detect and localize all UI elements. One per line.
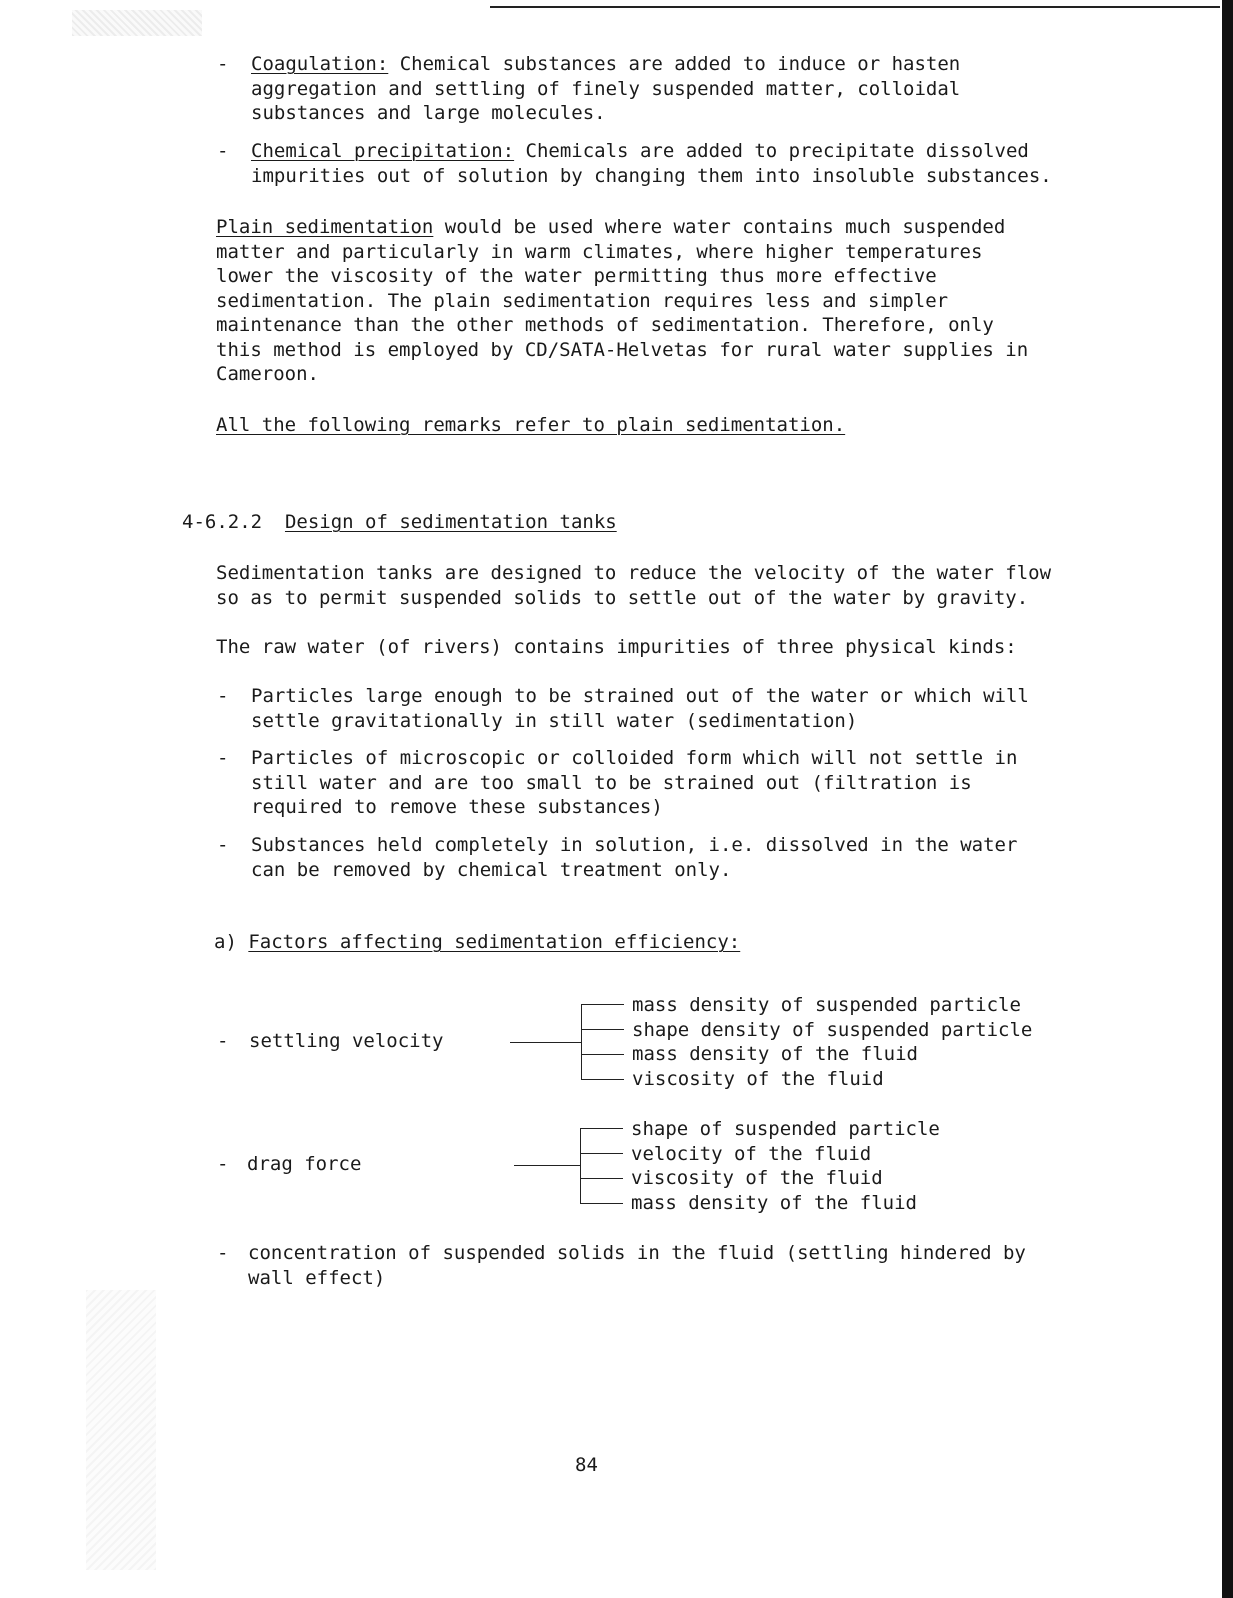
text-line: maintenance than the other methods of sedimentation. Therefore, only <box>216 314 994 336</box>
scan-speckle <box>72 10 202 36</box>
text-line: still water and are too small to be strained out (filtration is <box>251 771 972 794</box>
bullet-dash: - <box>217 1153 229 1175</box>
text-line: impurities out of solution by changing them into insoluble substances. <box>251 164 1052 187</box>
coagulation-item <box>251 52 960 126</box>
factor-item: shape of suspended particle <box>631 1118 940 1140</box>
text-line: aggregation and settling of finely suspended matter, colloidal <box>251 77 961 100</box>
factors-prefix: a) <box>214 931 237 953</box>
text-line: Chemical substances are added to induce or hasten <box>388 53 961 75</box>
top-rule <box>490 6 1220 8</box>
factor-item: mass density of suspended particle <box>632 994 1021 1016</box>
tree-branch <box>580 1178 623 1179</box>
tree-trunk <box>581 1004 582 1080</box>
text-line: this method is employed by CD/SATA-Helvetas for rural water supplies in <box>216 338 1029 361</box>
kind-item <box>251 746 1017 820</box>
remark-line: All the following remarks refer to plain sedimentation. <box>216 414 846 436</box>
text-line: settle gravitationally in still water (sedimentation) <box>251 709 858 732</box>
tree-branch <box>580 1203 623 1204</box>
tree-branch <box>581 1079 624 1080</box>
bullet-dash: - <box>217 53 229 75</box>
kind-item <box>251 684 1029 733</box>
text-line: so as to permit suspended solids to settle out of the water by gravity. <box>216 586 1029 609</box>
text-line: would be used where water contains much suspended <box>433 216 1006 238</box>
text-line: sedimentation. The plain sedimentation requires less and simpler <box>216 289 949 312</box>
factor-label-settling-velocity: settling velocity <box>249 1030 444 1052</box>
bullet-dash: - <box>217 685 229 707</box>
precipitation-item <box>251 139 1052 188</box>
text-line: wall effect) <box>248 1266 386 1289</box>
text-line: Cameroon. <box>216 363 319 385</box>
tree-branch <box>581 1029 624 1030</box>
bullet-dash: - <box>217 1030 229 1052</box>
text-line: lower the viscosity of the water permitting thus more effective <box>216 265 937 287</box>
plain-sedimentation-paragraph <box>216 215 1028 387</box>
text-line: Chemicals are added to precipitate dissolved <box>514 140 1029 162</box>
factor-item: mass density of the fluid <box>632 1043 918 1065</box>
factors-heading <box>214 930 740 955</box>
section-heading <box>182 510 617 535</box>
term-chemical-precipitation: Chemical precipitation: <box>251 140 515 162</box>
bullet-dash: - <box>217 747 229 769</box>
tree-trunk <box>580 1128 581 1204</box>
factor-label-drag-force: drag force <box>247 1153 362 1175</box>
text-line: Sedimentation tanks are designed to reduce the velocity of the water flow <box>216 562 1052 584</box>
text-line: required to remove these substances) <box>251 796 663 818</box>
concentration-item <box>248 1241 1026 1290</box>
text-line: Particles of microscopic or colloided form which will not settle in <box>251 747 1018 769</box>
factor-item: shape density of suspended particle <box>632 1018 1033 1041</box>
section-number: 4-6.2.2 <box>182 511 263 533</box>
text-line: can be removed by chemical treatment only. <box>251 858 732 881</box>
section-title: Design of sedimentation tanks <box>284 511 617 533</box>
text-line: concentration of suspended solids in the fluid (settling hindered by <box>248 1242 1026 1264</box>
tree-branch <box>580 1128 623 1129</box>
intro-paragraph <box>216 561 1051 610</box>
tree-branch <box>580 1153 623 1154</box>
factor-items-drag-force <box>631 1117 940 1215</box>
page-edge <box>1222 0 1233 1598</box>
text-line: Particles large enough to be strained out of the water or which will <box>251 685 1029 707</box>
factor-item: mass density of the fluid <box>631 1191 917 1214</box>
text-line: matter and particularly in warm climates, where higher temperatures <box>216 240 983 263</box>
kind-item <box>251 833 1017 882</box>
text-line: Substances held completely in solution, i.e. dissolved in the water <box>251 834 1018 856</box>
page-number: 84 <box>575 1454 598 1476</box>
raw-water-sentence: The raw water (of rivers) contains impurities of three physical kinds: <box>216 636 1017 658</box>
tree-branch <box>581 1054 624 1055</box>
factor-items-settling-velocity <box>632 993 1032 1091</box>
tree-connector <box>514 1165 581 1166</box>
factors-title: Factors affecting sedimentation efficiency: <box>248 931 741 953</box>
tree-connector <box>510 1042 582 1043</box>
factor-item: viscosity of the fluid <box>631 1167 883 1189</box>
bullet-dash: - <box>217 140 229 162</box>
tree-branch <box>581 1004 624 1005</box>
factor-item: velocity of the fluid <box>631 1142 872 1165</box>
factor-item: viscosity of the fluid <box>632 1067 884 1090</box>
scan-speckle <box>86 1290 156 1570</box>
bullet-dash: - <box>217 834 229 856</box>
bullet-dash: - <box>217 1242 229 1264</box>
term-plain-sedimentation: Plain sedimentation <box>216 216 434 238</box>
term-coagulation: Coagulation: <box>251 53 389 75</box>
text-line: substances and large molecules. <box>251 102 606 124</box>
